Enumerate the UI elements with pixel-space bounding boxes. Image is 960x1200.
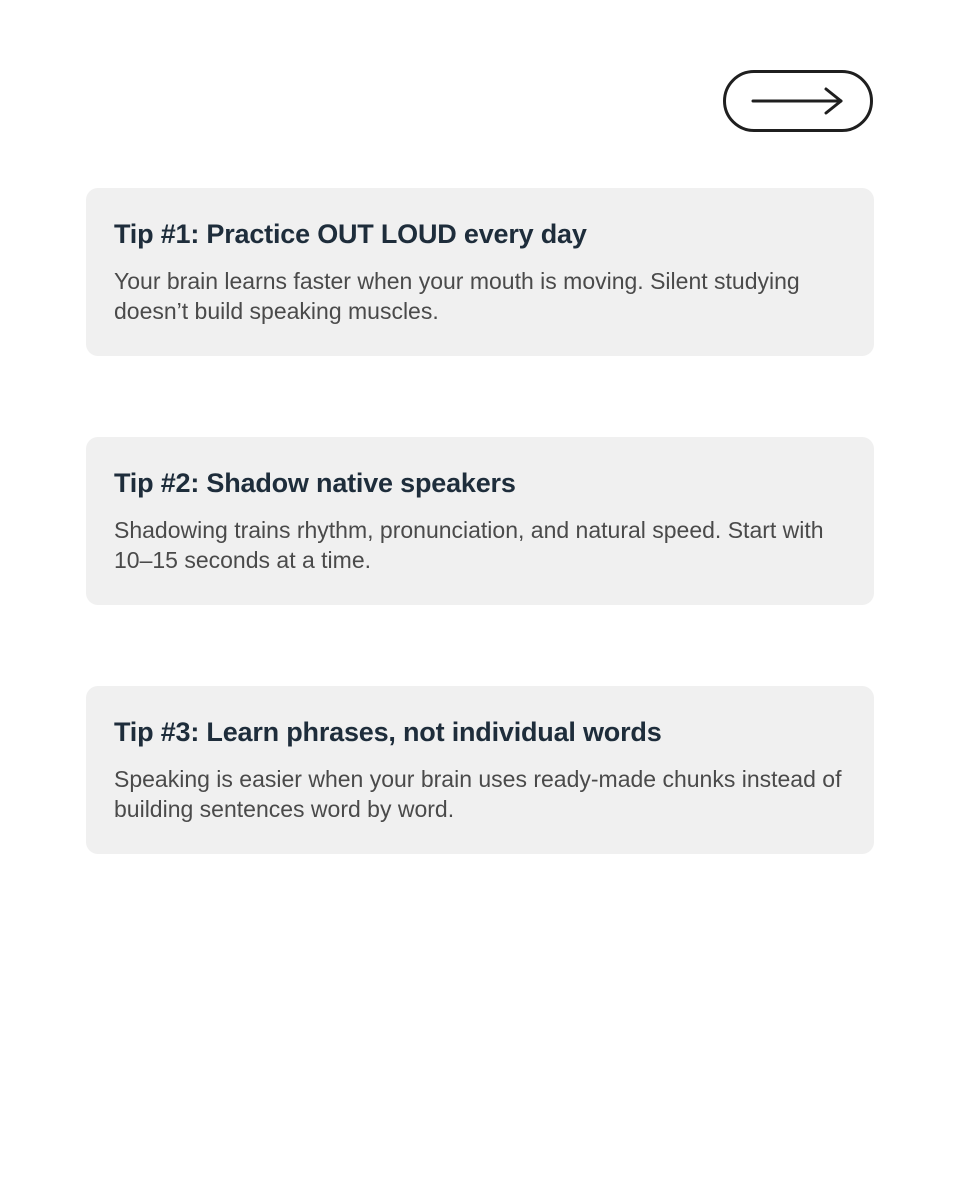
tip-title: Tip #2: Shadow native speakers [114, 468, 516, 498]
arrow-right-icon [750, 86, 846, 116]
tips-list [86, 188, 874, 935]
tip-card [86, 686, 874, 854]
next-button[interactable] [723, 70, 873, 132]
tip-card [86, 437, 874, 605]
tip-title: Tip #3: Learn phrases, not individual words [114, 717, 662, 747]
tip-body: Your brain learns faster when your mouth is moving. Silent studying doesn’t build speaking muscles. [114, 268, 800, 324]
tip-title: Tip #1: Practice OUT LOUD every day [114, 219, 587, 249]
tip-body: Speaking is easier when your brain uses ready-made chunks instead of building sentences word by word. [114, 766, 842, 822]
tip-card [86, 188, 874, 356]
tip-body: Shadowing trains rhythm, pronunciation, and natural speed. Start with 10–15 seconds at a time. [114, 517, 824, 573]
